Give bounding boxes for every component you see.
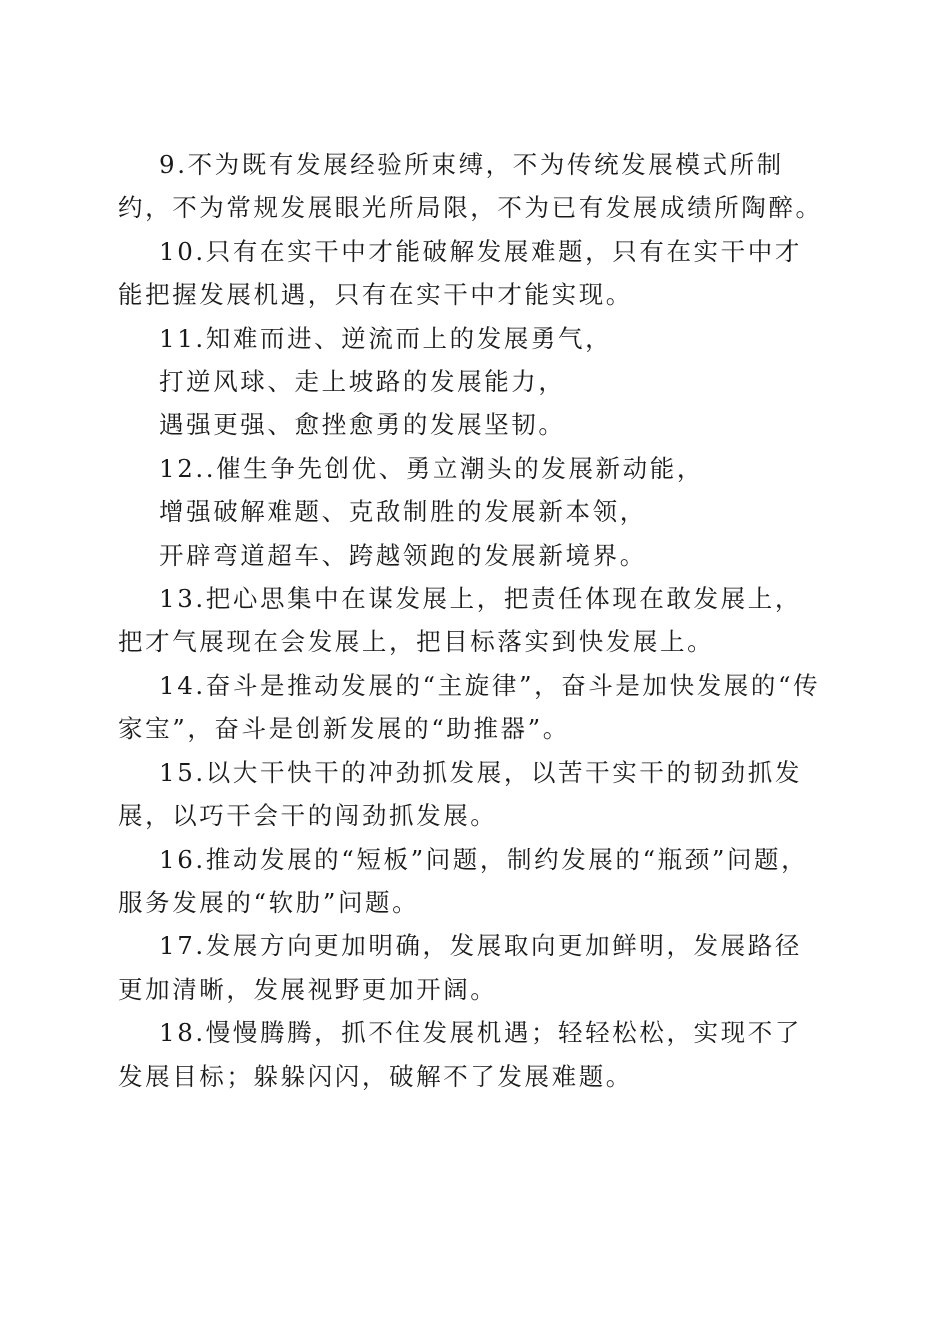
paragraph-12-line-2: 增强破解难题、克敌制胜的发展新本领，	[159, 497, 647, 527]
paragraph-14: 14.奋斗是推动发展的“主旋律”，奋斗是加快发展的“传家宝”，奋斗是创新发展的“助推器”。	[118, 670, 821, 744]
paragraph-18: 18.慢慢腾腾，抓不住发展机遇；轻轻松松，实现不了发展目标；躲躲闪闪，破解不了发展难题。	[118, 1018, 802, 1091]
paragraph-13: 13.把心思集中在谋发展上，把责任体现在敢发展上，把才气展现在会发展上，把目标落实到快发展上。	[118, 584, 802, 657]
paragraph-9: 9.不为既有发展经验所束缚，不为传统发展模式所制约，不为常规发展眼光所局限，不为已有发展成绩所陶醉。	[118, 150, 823, 223]
paragraph-12-line-3: 开辟弯道超车、跨越领跑的发展新境界。	[159, 540, 647, 570]
document-body	[118, 143, 824, 1098]
paragraph-11-line-1: 11.知难而进、逆流而上的发展勇气，	[159, 323, 613, 353]
paragraph-16: 16.推动发展的“短板”问题，制约发展的“瓶颈”问题，服务发展的“软肋”问题。	[118, 844, 809, 917]
paragraph-11-line-2: 打逆风球、走上坡路的发展能力，	[159, 367, 566, 397]
paragraph-15: 15.以大干快干的冲劲抓发展，以苦干实干的韧劲抓发展，以巧干会干的闯劲抓发展。	[118, 757, 802, 831]
paragraph-17: 17.发展方向更加明确，发展取向更加鲜明，发展路径更加清晰，发展视野更加开阔。	[118, 931, 802, 1004]
paragraph-12-line-1: 12..催生争先创优、勇立潮头的发展新动能，	[159, 453, 704, 483]
paragraph-10: 10.只有在实干中才能破解发展难题，只有在实干中才能把握发展机遇，只有在实干中才能实现。	[118, 236, 802, 310]
paragraph-11-line-3: 遇强更强、愈挫愈勇的发展坚韧。	[159, 410, 566, 440]
